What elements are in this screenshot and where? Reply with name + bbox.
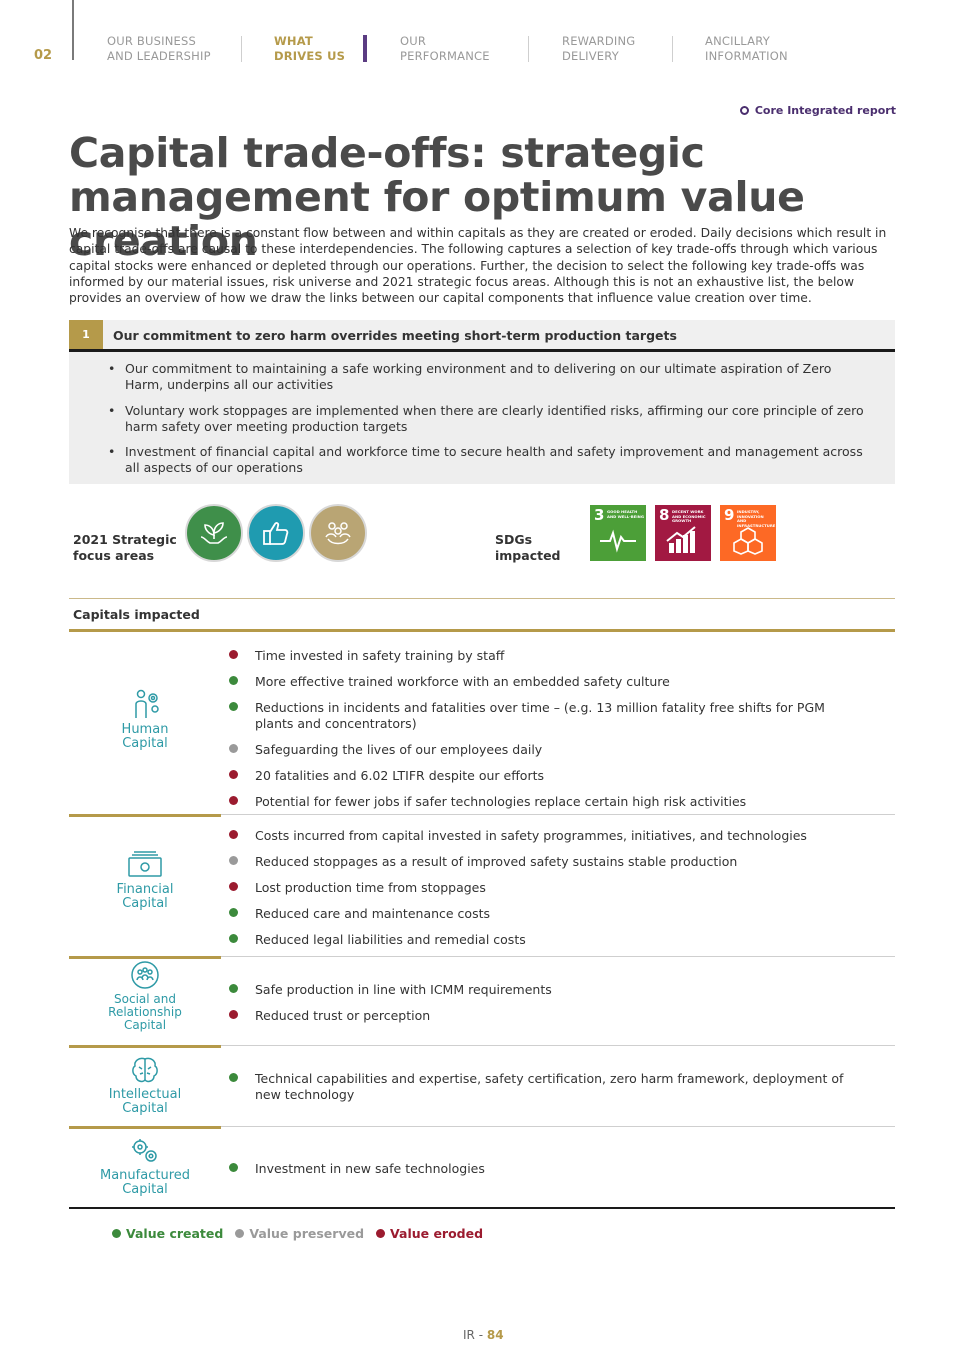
person-gears-icon xyxy=(128,686,162,720)
people-circle-icon xyxy=(130,960,160,990)
intro-paragraph: We recognise that there is a constant flow between and within capitals as they are created or eroded. Daily decisions which result in capital trade-offs are causal to these interdependencies. The following captures a selection of key trade-offs through which various capital stocks were enhanced or depleted through our operations. Further, the decision to select the following key trade-offs was informed by our material issues, risk universe and 2021 strategic focus areas. Although this is not an exhaustive list, the below provides an overview of how we draw the links between our capital components that influence value creation over time. xyxy=(69,226,887,306)
value-preserved-dot xyxy=(235,1229,244,1238)
value-created-dot xyxy=(229,1073,238,1082)
value-created-dot xyxy=(229,984,238,993)
cubes-icon xyxy=(728,525,768,555)
ring-icon xyxy=(740,106,749,115)
list-item: More effective trained workforce with an embedded safety culture xyxy=(227,674,867,690)
section-bullets xyxy=(69,352,895,484)
row-divider-accent xyxy=(69,814,221,817)
manufactured-capital-label: Manufactured Capital xyxy=(69,1136,221,1197)
table-bottom-rule xyxy=(69,1207,895,1209)
section-header xyxy=(69,320,895,352)
value-created-dot xyxy=(229,702,238,711)
page-footer: IR - 84 xyxy=(463,1328,504,1342)
legend xyxy=(112,1226,483,1241)
sdg-8-tile: 8 DECENT WORK AND ECONOMIC GROWTH xyxy=(655,505,711,561)
value-preserved-dot xyxy=(229,856,238,865)
nav-what-drives-us[interactable]: WHAT DRIVES US xyxy=(274,34,346,63)
value-preserved-dot xyxy=(229,744,238,753)
value-created-dot xyxy=(229,934,238,943)
value-created-dot xyxy=(112,1229,121,1238)
row-divider-accent xyxy=(69,956,221,959)
value-eroded-dot xyxy=(376,1229,385,1238)
social-capital-label: Social and Relationship Capital xyxy=(69,960,221,1032)
list-item: Lost production time from stoppages xyxy=(227,880,867,896)
gears-icon xyxy=(129,1136,161,1166)
page-number: 84 xyxy=(486,1328,504,1342)
sdg-9-tile: 9 INDUSTRY, INNOVATION AND INFRASTRUCTURE xyxy=(720,505,776,561)
value-eroded-dot xyxy=(229,882,238,891)
list-item: Time invested in safety training by staff xyxy=(227,648,867,664)
list-item: Costs incurred from capital invested in safety programmes, initiatives, and technologies xyxy=(227,828,867,844)
strategic-focus-label: 2021 Strategic focus areas xyxy=(73,532,177,563)
strategic-focus-icons xyxy=(185,504,367,562)
community-icon xyxy=(309,504,367,562)
list-item: • Investment of financial capital and workforce time to secure health and safety improvement and management across all aspects of our operations xyxy=(105,444,865,477)
nav-rewarding-delivery[interactable]: REWARDING DELIVERY xyxy=(562,34,636,63)
section-number: 02 xyxy=(34,48,53,63)
row-divider-accent xyxy=(69,1126,221,1129)
value-eroded-dot xyxy=(229,1010,238,1019)
divider xyxy=(69,598,895,599)
growth-chart-icon xyxy=(663,525,703,555)
value-eroded-dot xyxy=(229,650,238,659)
list-item: 20 fatalities and 6.02 LTIFR despite our efforts xyxy=(227,768,867,784)
list-item: • Our commitment to maintaining a safe working environment and to delivering on our ultimate aspiration of Zero Harm, underpins all our activities xyxy=(105,361,865,394)
section-title: Our commitment to zero harm overrides meeting short-term production targets xyxy=(113,328,677,343)
legend-value-preserved: Value preserved xyxy=(235,1226,364,1241)
value-eroded-dot xyxy=(229,770,238,779)
thumbs-up-icon xyxy=(247,504,305,562)
row-divider-accent xyxy=(69,1045,221,1048)
value-created-dot xyxy=(229,908,238,917)
nav-separator xyxy=(241,36,242,62)
heartbeat-icon xyxy=(598,525,638,555)
nav-our-performance[interactable]: OUR PERFORMANCE xyxy=(400,34,490,63)
nav-ancillary-information[interactable]: ANCILLARY INFORMATION xyxy=(705,34,788,63)
sdgs-label: SDGs impacted xyxy=(495,532,561,563)
value-eroded-dot xyxy=(229,796,238,805)
brain-icon xyxy=(129,1055,161,1085)
financial-capital-label: Financial Capital xyxy=(69,850,221,911)
divider xyxy=(69,629,895,632)
sdg-tiles xyxy=(590,505,776,561)
divider xyxy=(72,0,74,60)
value-created-dot xyxy=(229,676,238,685)
list-item: Safeguarding the lives of our employees daily xyxy=(227,742,867,758)
intellectual-capital-label: Intellectual Capital xyxy=(69,1055,221,1116)
list-item: Investment in new safe technologies xyxy=(227,1161,867,1177)
value-eroded-dot xyxy=(229,830,238,839)
human-capital-label: Human Capital xyxy=(69,686,221,751)
value-created-dot xyxy=(229,1163,238,1172)
page-title: Capital trade-offs: strategic management for optimum value creation xyxy=(69,129,805,265)
nav-separator xyxy=(528,36,529,62)
section-number-badge: 1 xyxy=(69,320,103,349)
list-item: Potential for fewer jobs if safer technologies replace certain high risk activities xyxy=(227,794,867,810)
legend-value-created: Value created xyxy=(112,1226,223,1241)
legend-value-eroded: Value eroded xyxy=(376,1226,483,1241)
nav-active-indicator xyxy=(363,35,367,62)
core-integrated-report-tag: Core Integrated report xyxy=(740,104,896,117)
list-item: Reduced trust or perception xyxy=(227,1008,867,1024)
nav-our-business[interactable]: OUR BUSINESS AND LEADERSHIP xyxy=(107,34,211,63)
list-item: Reduced care and maintenance costs xyxy=(227,906,867,922)
list-item: Reduced legal liabilities and remedial costs xyxy=(227,932,867,948)
capitals-impacted-heading: Capitals impacted xyxy=(73,607,200,622)
list-item: • Voluntary work stoppages are implemented when there are clearly identified risks, affirming our core principle of zero harm safety over meeting production targets xyxy=(105,403,865,436)
list-item: Reduced stoppages as a result of improved safety sustains stable production xyxy=(227,854,867,870)
sdg-3-tile: 3 GOOD HEALTH AND WELL-BEING xyxy=(590,505,646,561)
list-item: Safe production in line with ICMM requirements xyxy=(227,982,867,998)
top-navigation xyxy=(0,0,965,80)
plant-hands-icon xyxy=(185,504,243,562)
banknotes-icon xyxy=(126,850,164,880)
list-item: Technical capabilities and expertise, safety certification, zero harm framework, deployment of new technology xyxy=(227,1071,867,1104)
list-item: Reductions in incidents and fatalities over time – (e.g. 13 million fatality free shifts for PGM plants and concentrators) xyxy=(227,700,867,733)
nav-separator xyxy=(672,36,673,62)
